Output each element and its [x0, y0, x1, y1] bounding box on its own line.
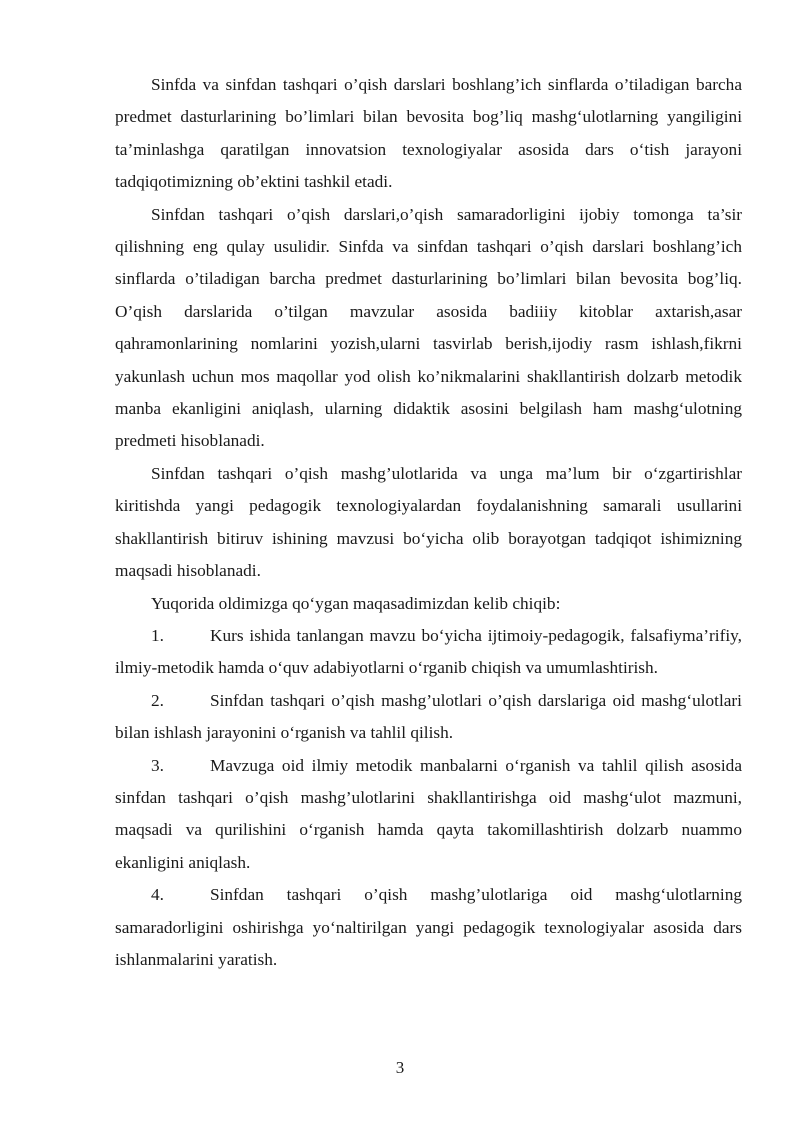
- list-item-number: 1.: [151, 625, 164, 645]
- list-item-number: 3.: [151, 755, 164, 775]
- list-item: [115, 879, 742, 976]
- paragraph: Sinfdan tashqari o’qish darslari,o’qish samaradorligini ijobiy tomonga ta’sir qilishning eng qulay usulidir. Sinfda va sinfdan tashqari o’qish darslari boshlang’ich sinflarda o’tiladigan barcha predmet dasturlarining bo’limlari bilan bevosita bog’liq. O’qish darslarida o’tilgan mavzular asosida badiiiy kitoblar axtarish,asar qahramonlarining nomlarini yozish,ularni tasvirlab berish,ijodiy rasm ishlash,fikrni yakunlash uchun mos maqollar yod olish ko’nikmalarini shakllantirish dolzarb metodik manba ekanligini aniqlash, ularning didaktik asosini belgilash ham mashg‘ulotning predmeti hisoblanadi.: [115, 204, 742, 451]
- list-item-text: Sinfdan tashqari o’qish mashg’ulotlari o’qish darslariga oid mashg‘ulotlari bilan ishlash jarayonini o‘rganish va tahlil qilish.: [115, 690, 742, 743]
- list-item-text: Mavzuga oid ilmiy metodik manbalarni o‘rganish va tahlil qilish asosida sinfdan tashqari o’qish mashg’ulotlarini shakllantirishga oid mashg‘ulot mazmuni, maqsadi va qurilishini o‘rganish hamda qayta takomillashtirish dolzarb nuammo ekanligini aniqlash.: [115, 755, 742, 872]
- document-page: [115, 69, 742, 976]
- list-item-number: 2.: [151, 690, 164, 710]
- page-number: 3: [395, 1058, 405, 1077]
- paragraph: Sinfda va sinfdan tashqari o’qish darslari boshlang’ich sinflarda o’tiladigan barcha predmet dasturlarining bo’limlari bilan bevosita bog’liq mashg‘ulotlarning yangiligini ta’minlashga qaratilgan innovatsion texnologiyalar asosida dars o‘tish jarayoni tadqiqotimizning ob’ektini tashkil etadi.: [115, 75, 742, 192]
- paragraph: Sinfdan tashqari o’qish mashg’ulotlarida va unga ma’lum bir o‘zgartirishlar kiritishda yangi pedagogik texnologiyalardan foydalanishning samarali usullarini shakllantirish bitiruv ishining mavzusi bo‘yicha olib borayotgan tadqiqot ishimizning maqsadi hisoblanadi.: [115, 463, 742, 581]
- list-item: [115, 750, 742, 880]
- list-item-text: Kurs ishida tanlangan mavzu bo‘yicha ijtimoiy-pedagogik, falsafiyma’rifiy, ilmiy-metodik hamda o‘quv adabiyotlarni o‘rganib chiqish va umumlashtirish.: [115, 625, 742, 678]
- list-item: [115, 620, 742, 685]
- list-item: [115, 685, 742, 750]
- list-item-number: 4.: [151, 885, 164, 905]
- paragraph: Yuqorida oldimizga qo‘ygan maqasadimizdan kelib chiqib:: [151, 593, 561, 613]
- list-item-text: Sinfdan tashqari o’qish mashg’ulotlariga oid mashg‘ulotlarning samaradorligini oshirishga yo‘naltirilgan yangi pedagogik texnologiyalar asosida dars ishlanmalarini yaratish.: [115, 885, 742, 969]
